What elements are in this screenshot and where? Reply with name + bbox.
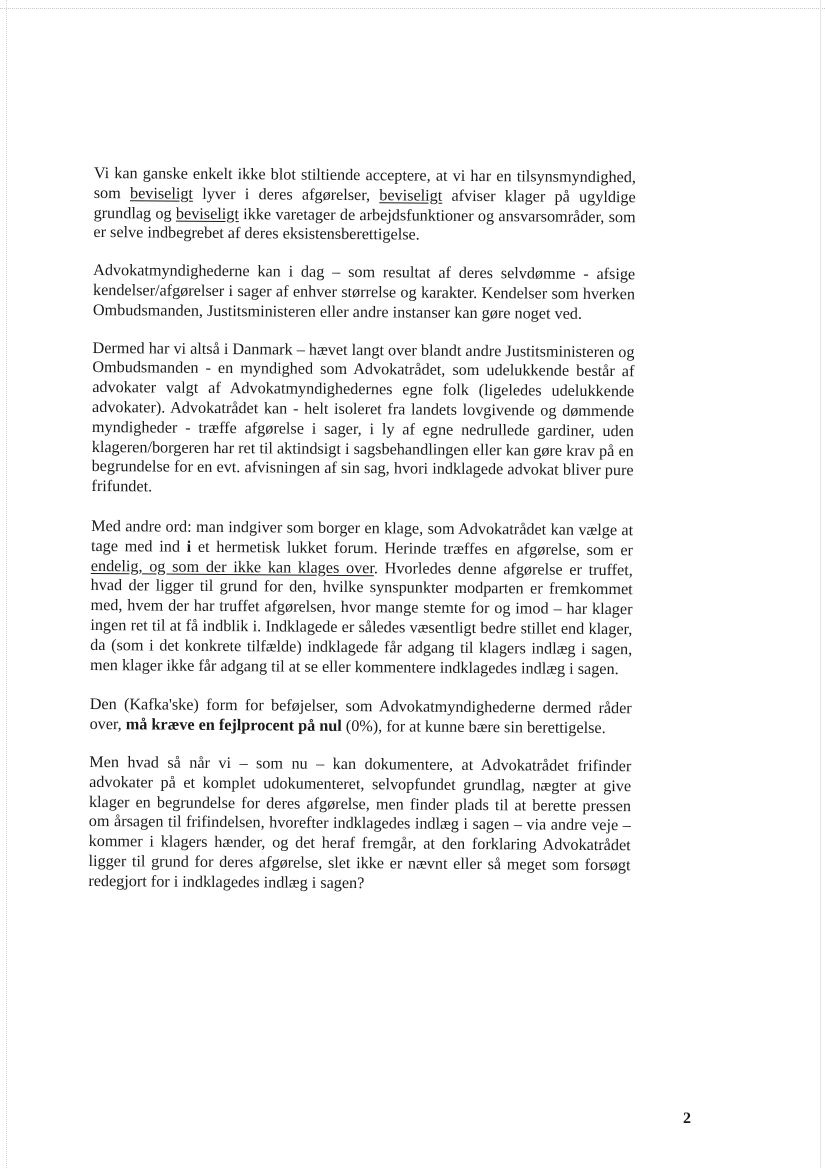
emphasis-endelig: endelig, og som der ikke kan klages over [90, 556, 374, 577]
paragraph-5 [90, 695, 632, 739]
paragraph-4-text-b: et hermetisk lukket forum. Herinde træffes en afgørelse, som er [191, 537, 634, 559]
paragraph-4-text-a: Med andre ord: man indgiver som borger en klage, som Advokatrådet kan vælge at tage med ind [90, 516, 634, 556]
page-number: 2 [683, 1110, 691, 1127]
paragraph-1-text-a: Vi kan ganske enkelt ikke blot stiltiende acceptere, at vi har en tilsynsmyndighed, som [93, 164, 636, 203]
paragraph-6: Men hvad så når vi – som nu – kan dokumentere, at Advokatrådet frifinder advokater på et komplet udokumenteret, selvopfundet grundlag, nægter at give klager en begrundelse for deres afgørelse, men finder plads til at berette pressen om årsagen til frifindelsen, hvorefter indklagedes indlæg i sagen – via andre veje – kommer i klagers hænder, og det heraf fremgår, at den forklaring Advokatrådet ligger til grund for deres afgørelse, slet ikke er nævnt eller så meget som forsøgt redegjort for i indklagedes indlæg i sagen? [88, 752, 632, 892]
paragraph-1-text-b: lyver i deres afgørelser, [192, 184, 380, 205]
paragraph-4 [90, 517, 633, 680]
scan-edge-left [6, 0, 7, 1168]
paragraph-3: Dermed har vi altså i Danmark – hævet langt over blandt andre Justitsministeren og Ombudsmanden - en myndighed som Advokatrådet, som udelukkende består af advokater valgt af Advokatmyndighedernes egne folk (ligeledes udelukkende advokater). Advokatrådet kan - helt isoleret fra landets lovgivende og dømmende myndigheder - træffe afgørelse i sager, i ly af egne nedrullede gardiner, uden klageren/borgeren har ret til aktindsigt i sagsbehandlingen eller kan gøre krav på en begrundelse for en evt. afvisningen af sin sag, hvori indklagede advokat bliver pure frifundet. [91, 338, 635, 496]
emphasis-beviseligt-2: beviseligt [379, 186, 443, 205]
paragraph-5-text-b: (0%), for at kunne bære sin berettigelse. [341, 717, 606, 738]
paragraph-1-text-c: afviser klager på ugyldige grundlag og [93, 186, 636, 223]
document-body [88, 164, 636, 914]
paragraph-2: Advokatmyndighederne kan i dag – som resultat af deres selvdømme - afsige kendelser/afgørelser i sager af enhver størrelse og karakter. Kendelser som hverken Ombudsmanden, Justitsministeren eller andre instanser kan gøre noget ved. [92, 261, 636, 323]
paragraph-1 [93, 164, 636, 247]
emphasis-beviseligt-1: beviseligt [129, 184, 194, 203]
emphasis-i: i [186, 537, 192, 556]
paragraph-4-text-c: . Hvorledes denne afgørelse er truffet, hvad der ligger til grund for den, hvilke synspunkter modparten er fremkommet med, hvem der har truffet afgørelsen, hvor mange stemte for og imod – har klager ingen ret til at få indblik i. Indklagede er således væsentligt bedre stillet end klager, da (som i det konkrete tilfælde) indklagede får adgang til klagers indlæg i sagen, men klager ikke får adgang til at se eller kommentere indklagedes indlæg i sagen. [89, 558, 633, 678]
paragraph-1-text-d: ikke varetager de arbejdsfunktioner og ansvarsområder, som er selve indbegrebet af deres eksistensberettigelse. [93, 204, 636, 244]
scan-edge-right [820, 0, 821, 1168]
paragraph-5-text-a: Den (Kafka'ske) form for beføjelser, som Advokatmyndighederne dermed råder over, [89, 695, 632, 734]
scan-edge-top [0, 8, 825, 9]
emphasis-beviseligt-3: beviseligt [175, 204, 239, 223]
emphasis-fejlprocent: må kræve en fejlprocent på nul [125, 715, 342, 736]
